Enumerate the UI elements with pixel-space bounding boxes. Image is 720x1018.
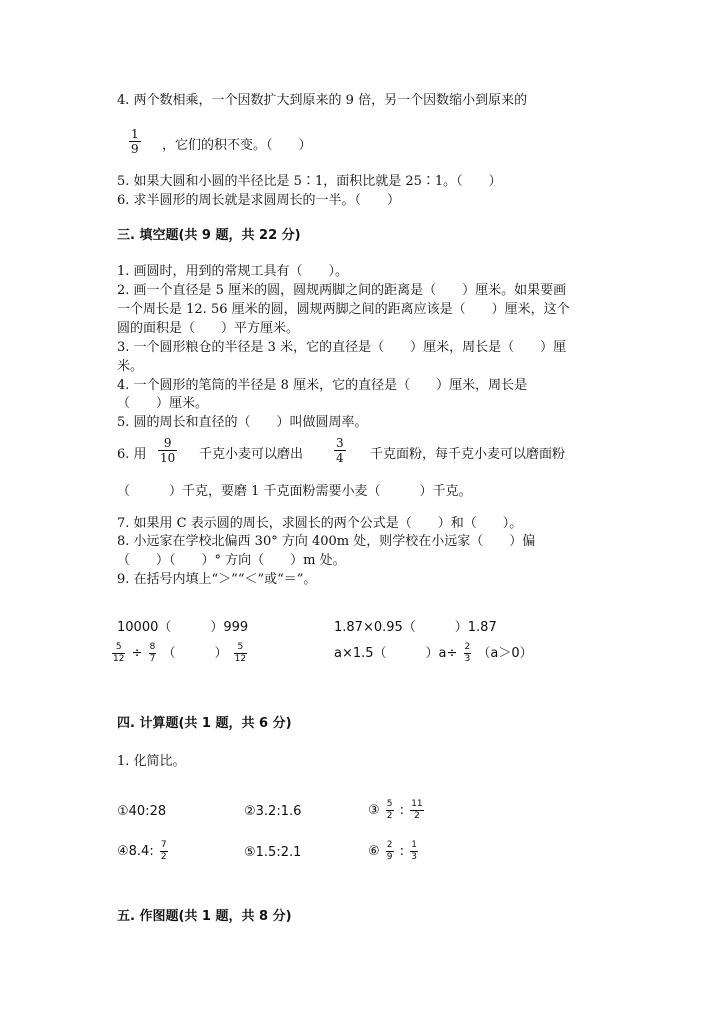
calc-p3-fraction-2: [410, 799, 423, 822]
fill-q8-line1: 8. 小远家在学校北偏西 30° 方向 400m 处，则学校在小远家（ ）偏: [117, 534, 536, 549]
fraction-denominator: 3: [411, 852, 417, 862]
fraction-denominator: 12: [234, 654, 247, 664]
calc-problem-4: [117, 840, 170, 863]
fraction-denominator: 2: [414, 811, 420, 821]
fraction-denominator: 10: [160, 451, 176, 465]
compare-c: [110, 642, 249, 665]
fill-q6-part-b: 千克小麦可以磨出: [199, 447, 304, 462]
calc-problem-6: [368, 840, 420, 863]
divide-sign: ÷: [131, 646, 143, 661]
fraction-denominator: 2: [386, 811, 393, 821]
fraction-denominator: 12: [113, 654, 125, 664]
fraction-numerator: 9: [158, 436, 177, 451]
compare-c-fraction-3: [234, 642, 247, 665]
fill-q2-line2: 一个周长是 12. 56 厘米的圆，圆规两脚之间的距离应该是（ ）厘米，这个: [117, 302, 570, 317]
fill-q4-line2: （ ）厘米。: [117, 396, 209, 411]
fill-q5: 5. 圆的周长和直径的（ ）叫做圆周率。: [117, 415, 368, 430]
calc-p4-fraction: [160, 840, 168, 863]
compare-d-part-a: a×1.5（ ）a÷: [334, 646, 458, 661]
draw-heading: 五. 作图题(共 1 题，共 8 分): [117, 909, 292, 924]
compare-d: [334, 642, 533, 665]
calc-p6-fraction-2: [410, 840, 418, 863]
ratio-colon: :: [399, 844, 405, 859]
compare-c-blank: （ ）: [162, 646, 228, 661]
fill-q3-line2: 米。: [117, 359, 144, 374]
judge-q5: 5. 如果大圆和小圆的半径比是 5∶1，面积比就是 25∶1。（ ）: [117, 174, 502, 189]
calc-p3-fraction-1: [386, 799, 394, 822]
fill-heading: 三. 填空题(共 9 题，共 22 分): [117, 228, 301, 243]
ratio-colon: :: [399, 803, 405, 818]
judge-q4-line2: ，它们的积不变。（ ）: [162, 138, 312, 153]
calc-p6-fraction-1: [386, 840, 394, 863]
fraction-denominator: 9: [131, 142, 139, 156]
fraction-numerator: 5: [234, 642, 247, 654]
calc-q1: 1. 化简比。: [117, 754, 186, 769]
fill-q2-line3: 圆的面积是（ ）平方厘米。: [117, 321, 300, 336]
judge-q4-fraction: [129, 127, 141, 156]
fill-q6-line2: （ ）千克，要磨 1 千克面粉需要小麦（ ）千克。: [117, 484, 472, 499]
fraction-numerator: 1: [131, 127, 139, 141]
calc-p4-part-a: ④8.4:: [117, 844, 154, 859]
fill-q3-line1: 3. 一个圆形粮仓的半径是 3 米，它的直径是（ ）厘米，周长是（ ）厘: [117, 340, 567, 355]
problem-label: ③: [368, 803, 380, 818]
fill-q6-part-a: 6. 用: [117, 447, 147, 462]
fill-q7: 7. 如果用 C 表示圆的周长，求圆长的两个公式是（ ）和（ ）。: [117, 516, 523, 531]
fill-q1: 1. 画圆时，用到的常规工具有（ ）。: [117, 264, 349, 279]
fill-q2-line1: 2. 画一个直径是 5 厘米的圆，圆规两脚之间的距离是（ ）厘米。如果要画: [117, 283, 567, 298]
problem-label: ⑥: [368, 844, 380, 859]
compare-d-fraction: [464, 642, 472, 665]
fraction-numerator: 3: [336, 436, 344, 450]
fraction-numerator: 2: [464, 642, 471, 652]
compare-c-fraction-1: [112, 642, 125, 665]
fill-q4-line1: 4. 一个圆形的笔筒的半径是 8 厘米，它的直径是（ ）厘米，周长是: [117, 378, 528, 393]
fraction-numerator: 5: [112, 642, 125, 654]
calc-problem-1: ①40:28: [117, 804, 167, 819]
fill-q9: 9. 在括号内填上“＞”“＜”或“＝”。: [117, 572, 317, 587]
compare-d-part-b: （a＞0）: [477, 646, 533, 661]
judge-q4-line1: 4. 两个数相乘，一个因数扩大到原来的 9 倍，另一个因数缩小到原来的: [117, 93, 528, 108]
fraction-denominator: 9: [386, 852, 393, 862]
calc-problem-2: ②3.2:1.6: [244, 804, 302, 819]
fraction-denominator: 2: [160, 852, 167, 862]
fraction-numerator: 2: [386, 840, 393, 850]
compare-a: 10000（ ）999: [117, 620, 249, 635]
fraction-numerator: 8: [149, 642, 156, 652]
calc-problem-5: ⑤1.5:2.1: [244, 845, 302, 860]
fill-q6-part-c: 千克面粉，每千克小麦可以磨面粉: [370, 447, 566, 462]
fraction-denominator: 4: [336, 451, 344, 465]
fraction-denominator: 3: [464, 654, 471, 664]
calc-heading: 四. 计算题(共 1 题，共 6 分): [117, 716, 292, 731]
fraction-numerator: 5: [386, 799, 393, 809]
judge-q6: 6. 求半圆形的周长就是求圆周长的一半。（ ）: [117, 193, 401, 208]
fill-q8-line2: （ ）（ ）° 方向（ ）m 处。: [117, 553, 346, 568]
fraction-numerator: 7: [160, 840, 167, 850]
fill-q6-fraction-1: [158, 436, 177, 465]
fill-q6-fraction-2: [334, 436, 346, 465]
fraction-numerator: 1: [411, 840, 417, 850]
fraction-denominator: 7: [149, 654, 156, 664]
compare-c-fraction-2: [149, 642, 157, 665]
fraction-numerator: 11: [411, 799, 423, 809]
calc-problem-3: [368, 799, 426, 822]
compare-b: 1.87×0.95（ ）1.87: [334, 620, 497, 635]
